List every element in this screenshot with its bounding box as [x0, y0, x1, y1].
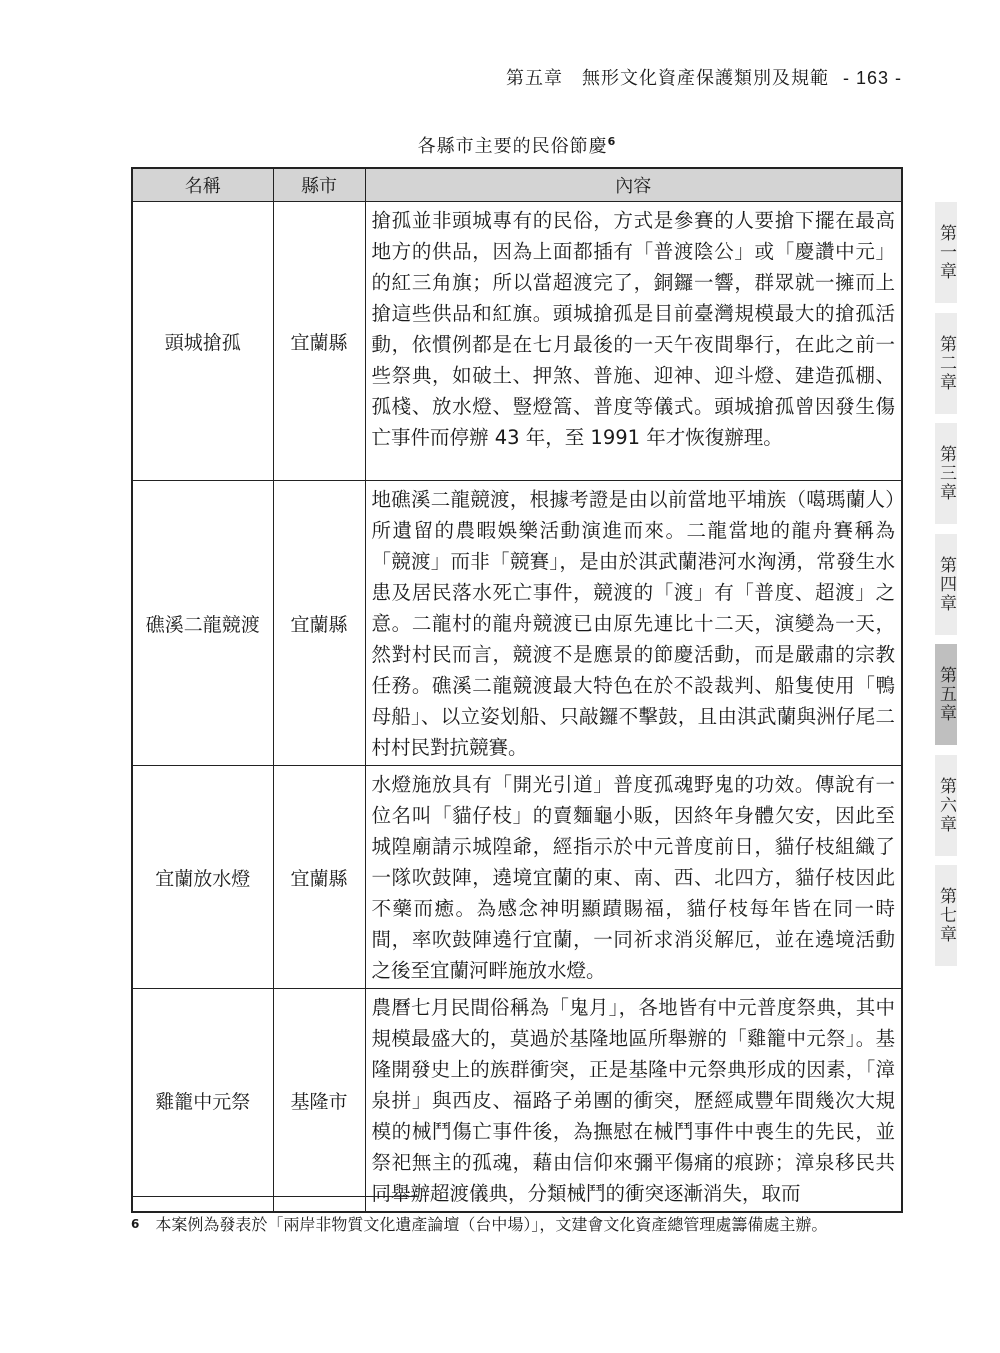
chapter-title: 第五章 無形文化資產保護類別及規範	[505, 68, 829, 89]
column-header-county: 縣市	[273, 168, 365, 202]
chapter-tab-strip	[935, 202, 1000, 976]
footnote-divider	[131, 1196, 419, 1197]
festival-content: 水燈施放具有「開光引道」普度孤魂野鬼的功效。傳說有一位名叫「貓仔枝」的賣麵龜小販，因終年身體欠安，因此至城隍廟請示城隍爺，經指示於中元普度前日，貓仔枝組織了一隊吹鼓陣，遶境宜蘭的東、南、西、北四方，貓仔枝因此不藥而癒。為感念神明顯蹟賜福，貓仔枝每年皆在同一時間，率吹鼓陣遶行宜蘭，一同祈求消災解厄，並在遶境活動之後至宜蘭河畔施放水燈。	[365, 766, 902, 989]
chapter-tab-7[interactable]: 第七章	[935, 865, 957, 966]
festival-county: 宜蘭縣	[273, 481, 365, 766]
footnote	[131, 1212, 931, 1235]
festival-county: 宜蘭縣	[273, 202, 365, 481]
table-header-row	[132, 168, 902, 202]
table-row	[132, 202, 902, 481]
chapter-tab-2[interactable]: 第二章	[935, 313, 957, 414]
festival-name: 雞籠中元祭	[132, 989, 273, 1213]
table-title	[0, 132, 1000, 158]
festival-name: 礁溪二龍競渡	[132, 481, 273, 766]
festival-table	[131, 167, 903, 1213]
chapter-tab-4[interactable]: 第四章	[935, 534, 957, 635]
footnote-ref: 6	[607, 135, 617, 148]
table-title-text: 各縣市主要的民俗節慶	[417, 136, 608, 157]
table-row	[132, 766, 902, 989]
footnote-number: 6	[131, 1217, 140, 1231]
festival-county: 基隆市	[273, 989, 365, 1213]
festival-content: 搶孤並非頭城專有的民俗，方式是參賽的人要搶下擺在最高地方的供品，因為上面都插有「普渡陰公」或「慶讚中元」的紅三角旗；所以當超渡完了，銅鑼一響，群眾就一擁而上搶這些供品和紅旗。頭城搶孤是目前臺灣規模最大的搶孤活動，依慣例都是在七月最後的一天午夜間舉行，在此之前一些祭典，如破土、押煞、普施、迎神、迎斗燈、建造孤棚、孤棧、放水燈、豎燈篙、普度等儀式。頭城搶孤曾因發生傷亡事件而停辦 43 年，至 1991 年才恢復辦理。	[365, 202, 902, 481]
chapter-tab-5[interactable]: 第五章	[935, 644, 957, 745]
table-row	[132, 481, 902, 766]
page-number: - 163 -	[842, 68, 902, 88]
column-header-content: 內容	[365, 168, 902, 202]
chapter-tab-3[interactable]: 第三章	[935, 423, 957, 524]
festival-name: 宜蘭放水燈	[132, 766, 273, 989]
chapter-tab-6[interactable]: 第六章	[935, 755, 957, 856]
festival-content: 農曆七月民間俗稱為「鬼月」，各地皆有中元普度祭典，其中規模最盛大的，莫過於基隆地區所舉辦的「雞籠中元祭」。基隆開發史上的族群衝突，正是基隆中元祭典形成的因素，「漳泉拼」與西皮、福路子弟團的衝突，歷經咸豐年間幾次大規模的械鬥傷亡事件後，為撫慰在械鬥事件中喪生的先民，並祭祀無主的孤魂，藉由信仰來彌平傷痛的痕跡；漳泉移民共同舉辦超渡儀典，分類械鬥的衝突逐漸消失，取而	[365, 989, 902, 1213]
festival-content: 地礁溪二龍競渡，根據考證是由以前當地平埔族（噶瑪蘭人）所遺留的農暇娛樂活動演進而來。二龍當地的龍舟賽稱為「競渡」而非「競賽」，是由於淇武蘭港河水洶湧，常發生水患及居民落水死亡事件，競渡的「渡」有「普度、超渡」之意。二龍村的龍舟競渡已由原先連比十二天，演變為一天，然對村民而言，競渡不是應景的節慶活動，而是嚴肅的宗教任務。礁溪二龍競渡最大特色在於不設裁判、船隻使用「鴨母船」、以立姿划船、只敲鑼不擊鼓，且由淇武蘭與洲仔尾二村村民對抗競賽。	[365, 481, 902, 766]
chapter-tab-1[interactable]: 第一章	[935, 202, 957, 303]
footnote-text: 本案例為發表於「兩岸非物質文化遺產論壇（台中場）」，文建會文化資產總管理處籌備處主辦。	[155, 1215, 828, 1234]
running-header	[506, 64, 902, 90]
festival-county: 宜蘭縣	[273, 766, 365, 989]
column-header-name: 名稱	[132, 168, 273, 202]
table-row	[132, 989, 902, 1213]
festival-name: 頭城搶孤	[132, 202, 273, 481]
